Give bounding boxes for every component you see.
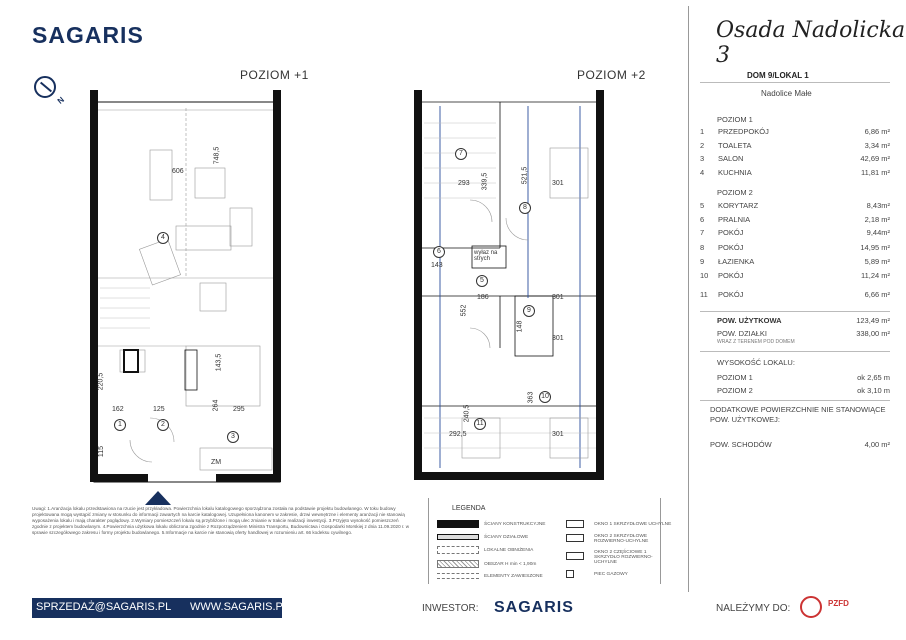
- divider-vertical: [688, 6, 689, 592]
- room-row-area: 9,44m²: [866, 228, 890, 237]
- legend-swatch: [437, 573, 479, 579]
- notes-text: Uwagi: 1.Aranżacja lokalu przedstawiona na rzucie jest przykładowa. Powierzchnia lokalu katalogowego sporządzona została na podstawie projektu budowlanego. W toku budowy projektowana mogą wystąpić zmiany w stosunku do informacji zawartych na karcie katalogowej. Uzupełniona kanonem w zakresie, drzwi wewnętrzne i elementy aranżacji nie stanowią wyposażenia lokalu i mają charakter poglądowy. 2.Wymiary pomieszczeń lokalu są przybliżone i mogą ulec zmianie w trakcie realizacji inwestycji. 3.Przyjęto wysokość pomieszczeń zgodnie z projektem budowlanym. 4.Powierzchnia użytkowa lokalu obliczona zgodnie z Rozporządzeniem Ministra Transportu, Budownictwa i Gospodarki Morskiej z dnia 11.09.2020 r. w sprawie szczegółowego zakresu i formy projektu budowlanego. 5.Informacje na karcie nie stanowią oferty handlowej w rozumieniu art. 66 kodeksu cywilnego.: [32, 506, 410, 535]
- room-row-area: 2,18 m²: [864, 215, 890, 224]
- legend-item: OKNO 2 SKRZYDŁOWE ROZWIERNO-UCHYLNE: [594, 534, 649, 544]
- room-row-number: 11: [700, 290, 708, 299]
- separator: [700, 82, 890, 83]
- room-row-area: 5,89 m²: [864, 257, 890, 266]
- heights-title: WYSOKOŚĆ LOKALU:: [717, 358, 795, 367]
- legend-item: OKNO 1 SKRZYDŁOWE UCHYLNE: [594, 522, 672, 527]
- plot-area-label: POW. DZIAŁKI: [717, 329, 768, 338]
- height-level-1-value: ok 2,65 m: [857, 373, 890, 382]
- usable-area-value: 123,49 m²: [856, 316, 890, 325]
- room-row-number: 2: [700, 141, 705, 150]
- room-row-area: 6,86 m²: [864, 127, 890, 136]
- room-row: [700, 127, 890, 140]
- window-single-icon: [566, 520, 584, 528]
- height-level-2-value: ok 3,10 m: [857, 386, 890, 395]
- pzfd-logo-icon: [800, 596, 822, 618]
- separator: [700, 311, 890, 312]
- floor-plan-level-2: [410, 88, 620, 490]
- room-row: [700, 141, 890, 154]
- legend-item: OBSZAR H min < 1,90m: [484, 562, 537, 567]
- room-row-name: POKÓJ: [718, 228, 744, 237]
- pzfd-logo-text: PZFD: [828, 599, 849, 608]
- height-level-2-label: POZIOM 2: [717, 386, 753, 395]
- unit-title: DOM 9/LOKAL 1: [747, 71, 809, 80]
- dim-label: 363: [527, 391, 535, 404]
- legend-item: LOKALNE OBNIŻENIA: [484, 548, 534, 553]
- dim-label: 162: [112, 406, 124, 413]
- dim-label: 115: [98, 445, 106, 458]
- separator: [700, 400, 890, 401]
- room-row-area: 14,95 m²: [860, 243, 890, 252]
- legend-divider: [660, 498, 661, 584]
- dim-label: 339,5: [481, 172, 489, 191]
- usable-area-label: POW. UŻYTKOWA: [717, 316, 782, 325]
- dim-label: ZM: [211, 459, 222, 466]
- legend-swatch: [437, 546, 479, 554]
- room-row: [700, 243, 890, 256]
- plot-area-value: 338,00 m²: [856, 329, 890, 338]
- legend-item: OKNO 2 CZĘŚCIOWE 1 SKRZYDŁO ROZWIERNO-UCHYLNE: [594, 550, 653, 565]
- room-number-badge: 5: [476, 275, 488, 287]
- room-row-number: 6: [700, 215, 705, 224]
- room-row-area: 3,34 m²: [864, 141, 890, 150]
- footer-investor-logo: SAGARIS: [494, 599, 574, 616]
- room-row-name: ŁAZIENKA: [718, 257, 755, 266]
- project-title: Osada Nadolicka 3: [716, 18, 906, 68]
- stairs-area-label: POW. SCHODÓW: [710, 440, 772, 449]
- entrance-arrow-icon: [145, 491, 171, 505]
- dim-label: 301: [552, 431, 564, 438]
- dim-label: 521,5: [521, 166, 529, 185]
- dim-label: 125: [153, 406, 165, 413]
- room-row-area: 8,43m²: [866, 201, 890, 210]
- room-row-name: POKÓJ: [718, 243, 744, 252]
- dim-label: 748,5: [213, 146, 221, 165]
- room-number-badge: 8: [519, 202, 531, 214]
- height-level-1-label: POZIOM 1: [717, 373, 753, 382]
- floor-2-header: POZIOM 2: [717, 188, 753, 197]
- stairs-area-value: 4,00 m²: [864, 440, 890, 449]
- legend-swatch: [437, 560, 479, 568]
- room-row-number: 5: [700, 201, 705, 210]
- room-row-name: KUCHNIA: [718, 168, 752, 177]
- room-row-name: POKÓJ: [718, 290, 744, 299]
- level-1-title: POZIOM +1: [240, 68, 309, 82]
- level-2-title: POZIOM +2: [577, 68, 646, 82]
- room-row-name: PRALNIA: [718, 215, 751, 224]
- dim-label: 295: [233, 406, 245, 413]
- compass-north-label: N: [55, 95, 66, 106]
- room-row-number: 8: [700, 243, 705, 252]
- room-row-name: KORYTARZ: [718, 201, 759, 210]
- footer-website-link[interactable]: WWW.SAGARIS.PL: [190, 601, 290, 613]
- room-row-area: 6,66 m²: [864, 290, 890, 299]
- room-row: [700, 201, 890, 214]
- dim-label: 143,5: [215, 353, 223, 372]
- room-row-name: SALON: [718, 154, 744, 163]
- room-row: [700, 228, 890, 241]
- legend-divider: [428, 498, 429, 584]
- room-number-badge: 4: [157, 232, 169, 244]
- dim-label: 293: [458, 180, 470, 187]
- legend-item: PIEC GAZOWY: [594, 572, 628, 577]
- room-number-badge: 7: [455, 148, 467, 160]
- dim-label: 606: [172, 168, 184, 175]
- separator: [700, 351, 890, 352]
- dim-label: 240,5: [463, 404, 471, 423]
- room-row-number: 7: [700, 228, 705, 237]
- room-row: [700, 168, 890, 181]
- footer-member-label: NALEŻYMY DO:: [716, 603, 791, 614]
- room-row-number: 9: [700, 257, 705, 266]
- compass-icon: [34, 76, 56, 98]
- room-row: [700, 154, 890, 167]
- room-number-badge: 6: [433, 246, 445, 258]
- footer-investor-label: INWESTOR:: [422, 603, 479, 614]
- plot-area-sub: WRAZ Z TERENEM POD DOMEM: [717, 339, 795, 345]
- legend-item: ELEMENTY ZAWIESZONE: [484, 574, 543, 579]
- room-row-number: 4: [700, 168, 705, 177]
- room-row-name: PRZEDPOKÓJ: [718, 127, 769, 136]
- floor-1-header: POZIOM 1: [717, 115, 753, 124]
- brand-logo: SAGARIS: [32, 22, 144, 48]
- unit-location: Nadolice Małe: [761, 89, 812, 98]
- dim-label: 264: [212, 399, 220, 412]
- dim-label: 143: [431, 262, 443, 269]
- room-row-name: POKÓJ: [718, 271, 744, 280]
- dim-label: 301: [552, 180, 564, 187]
- room-number-badge: 3: [227, 431, 239, 443]
- room-row: [700, 271, 890, 284]
- attic-hatch-label: wyłaz na strych: [474, 250, 498, 262]
- room-row-number: 1: [700, 127, 705, 136]
- dim-label: 148: [516, 320, 524, 333]
- window-partial-icon: [566, 552, 584, 560]
- room-row: [700, 290, 890, 303]
- legend-item: ŚCIANY DZIAŁOWE: [484, 535, 529, 540]
- dim-label: 186: [477, 294, 489, 301]
- room-row-number: 3: [700, 154, 705, 163]
- room-number-badge: 11: [474, 418, 486, 430]
- gas-boiler-icon: [566, 570, 574, 578]
- room-row: [700, 257, 890, 270]
- room-row-area: 11,81 m²: [860, 168, 890, 177]
- legend-title: LEGENDA: [452, 505, 486, 512]
- window-double-icon: [566, 534, 584, 542]
- room-row-name: TOALETA: [718, 141, 752, 150]
- legend-swatch: [437, 520, 479, 528]
- additional-area-title: DODATKOWE POWIERZCHNIE NIE STANOWIĄCE POW. UŻYTKOWEJ:: [710, 405, 886, 424]
- dim-label: 301: [552, 294, 564, 301]
- room-row-area: 11,24 m²: [860, 271, 890, 280]
- room-number-badge: 1: [114, 419, 126, 431]
- legend-swatch: [437, 534, 479, 540]
- room-row: [700, 215, 890, 228]
- legend-item: ŚCIANY KONSTRUKCYJNE: [484, 522, 546, 527]
- room-number-badge: 10: [539, 391, 551, 403]
- footer-email-link[interactable]: SPRZEDAŻ@SAGARIS.PL: [36, 601, 172, 613]
- room-number-badge: 2: [157, 419, 169, 431]
- room-row-area: 42,69 m²: [860, 154, 890, 163]
- room-row-number: 10: [700, 271, 709, 280]
- dim-label: 301: [552, 335, 564, 342]
- dim-label: 220,5: [97, 372, 105, 391]
- dim-label: 552: [460, 304, 468, 317]
- dim-label: 292,5: [449, 431, 467, 438]
- room-number-badge: 9: [523, 305, 535, 317]
